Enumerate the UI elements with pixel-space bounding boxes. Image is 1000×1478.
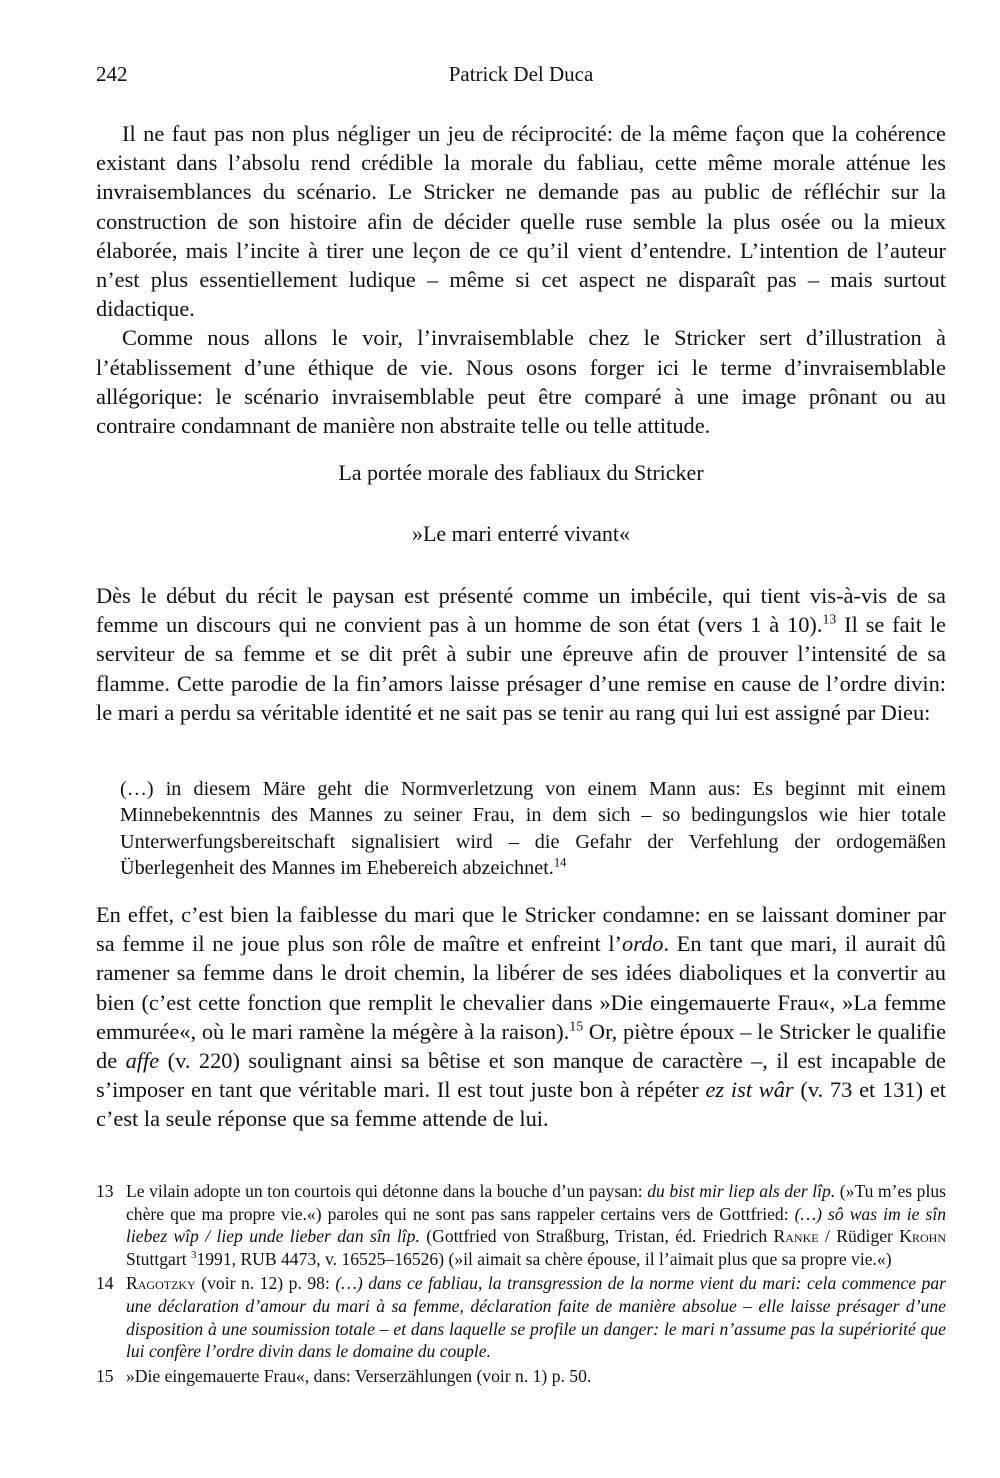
author-name: Krohn <box>899 1226 947 1247</box>
text-run: 1991, RUB 4473, v. 16525–16526) (»il aimait sa chère épouse, il l’aimait plus que sa propre vie.«) <box>196 1248 892 1269</box>
italic-term: affe <box>125 1048 160 1074</box>
text-run: En effet, c’est bien la faiblesse du mari que le Stricker condamne: en se laissant dominer par sa femme il ne joue plus son rôle de maître et enfreint l’ <box>96 902 946 957</box>
author-name: Ranke <box>773 1226 819 1247</box>
text-run: . En tant que mari, il aurait dû ramener sa femme dans le droit chemin, la libérer de ses idées diaboliques et la convertir au bien (c’est cette fonction que remplit le chevalier dans »Die eingemauerte Frau«, »La femme emmurée«, où le mari ramène la mégère à la raison). <box>96 931 946 1044</box>
footnote-ref: 14 <box>553 855 567 870</box>
body-block-intro <box>96 119 946 440</box>
italic-citation: (…) dans ce fabliau, la transgression de la norme vient du mari: cela commence par une déclaration d’amour du mari à sa femme, déclaration faite de manière absolue – elle laisse présager d’une disposition à une soumission totale – et dans laquelle se profile un danger: le mari n’assume pas la supériorité que lui confère l’ordre divin dans le domaine du couple. <box>126 1273 946 1362</box>
paragraph-invraisemblable: Comme nous allons le voir, l’invraisemblable chez le Stricker sert d’illustration à l’établissement d’une éthique de vie. Nous osons forger ici le terme d’invraisemblable allégorique: le scénario invraisemblable peut être comparé à une image prônant ou au contraire condamnant de manière non abstraite telle ou telle attitude. <box>96 325 946 439</box>
italic-citation: du bist mir liep als der lîp. <box>647 1181 836 1201</box>
text-run: Dès le début du récit le paysan est présenté comme un imbécile, qui tient vis-à-vis de sa femme un discours qui ne convient pas à un homme de son état (vers 1 à 10). <box>96 583 946 638</box>
footnote-number: 15 <box>96 1365 114 1386</box>
paragraph-reciprocite: Il ne faut pas non plus négliger un jeu de réciprocité: de la même façon que la cohérence existant dans l’absolu rend crédible la morale du fabliau, cette même morale atténue les invraisemblances du scénario. Le Stricker ne demande pas au public de réfléchir sur la construction de son histoire afin de décider quelle ruse semble la plus osée ou la mieux élaborée, mais l’incite à tirer une leçon de ce qu’il vient d’entendre. L’intention de l’auteur n’est plus essentiellement ludique – même si cet aspect ne disparaît pas – mais surtout didactique. <box>96 121 946 322</box>
footnote-13 <box>96 1180 946 1270</box>
section-heading: La portée morale des fabliaux du Stricker <box>338 460 704 485</box>
running-title: Patrick Del Duca <box>448 62 594 86</box>
text-run: / Rüdiger <box>818 1226 900 1247</box>
footnote-number: 13 <box>96 1181 114 1201</box>
footnotes <box>96 1180 946 1389</box>
text-run: (voir n. 12) p. 98: <box>195 1273 336 1294</box>
italic-citation: (…) sô was im ie sîn liebez wîp / liep unde lieber dan sîn lîp. <box>126 1203 947 1247</box>
italic-term: ez ist wâr <box>705 1077 794 1103</box>
text-run: (»Tu m’es plus chère que ma propre vie.«) paroles qui ne sont pas sans rappeler certains vers de Gottfried: <box>126 1181 946 1224</box>
quote-text: (…) in diesem Märe geht die Normverletzung von einem Mann aus: Es beginnt mit einem Minnebekenntnis des Mannes zu seiner Frau, in dem sich – so bedingungslos wie hier totale Unterwerfungsbereitschaft signalisiert wird – die Gefahr der Verfehlung der ordogemäßen Überlegenheit des Mannes im Ehebereich abzeichnet. <box>120 778 946 879</box>
text-run: (v. 220) soulignant ainsi sa bêtise et son manque de caractère –, il est incapable de s’imposer en tant que véritable mari. Il est tout juste bon à répéter <box>96 1048 946 1103</box>
author-name: Ragotzky <box>126 1273 196 1294</box>
text-run: Or, piètre époux – le Stricker le qualifie de <box>96 1018 947 1074</box>
text-run: »Die eingemauerte Frau«, dans: Verserzählungen (voir n. 1) p. 50. <box>126 1365 592 1386</box>
footnote-ref: 15 <box>569 1019 584 1035</box>
paragraph-en-effet <box>96 900 946 1134</box>
page-header <box>96 62 946 92</box>
edition-number: 3 <box>191 1248 197 1261</box>
italic-term: ordo <box>622 931 664 957</box>
text-run: (v. 73 et 131) et c’est la seule réponse que sa femme attende de lui. <box>96 1077 946 1132</box>
footnote-14 <box>96 1272 946 1362</box>
footnote-ref: 13 <box>822 612 837 628</box>
text-run: Le vilain adopte un ton courtois qui détonne dans la bouche d’un paysan: <box>126 1181 648 1201</box>
footnote-number: 14 <box>96 1273 114 1294</box>
text-run: (Gottfried von Straßburg, Tristan, éd. Friedrich <box>419 1226 774 1247</box>
paragraph-debut-recit <box>96 581 946 727</box>
footnote-15 <box>96 1365 946 1388</box>
page-number: 242 <box>96 62 128 86</box>
block-quote <box>120 776 946 881</box>
subsection-heading: »Le mari enterré vivant« <box>411 521 631 546</box>
text-run: Il se fait le serviteur de sa femme et se dit prêt à subir une épreuve afin de prouver l’intensité de sa flamme. Cette parodie de la fin’amors laisse présager d’une remise en cause de l’ordre divin: le mari a perdu sa véritable identité et ne sait pas se tenir au rang qui lui est assigné par Dieu: <box>96 612 946 725</box>
text-run: Stuttgart <box>126 1248 191 1269</box>
